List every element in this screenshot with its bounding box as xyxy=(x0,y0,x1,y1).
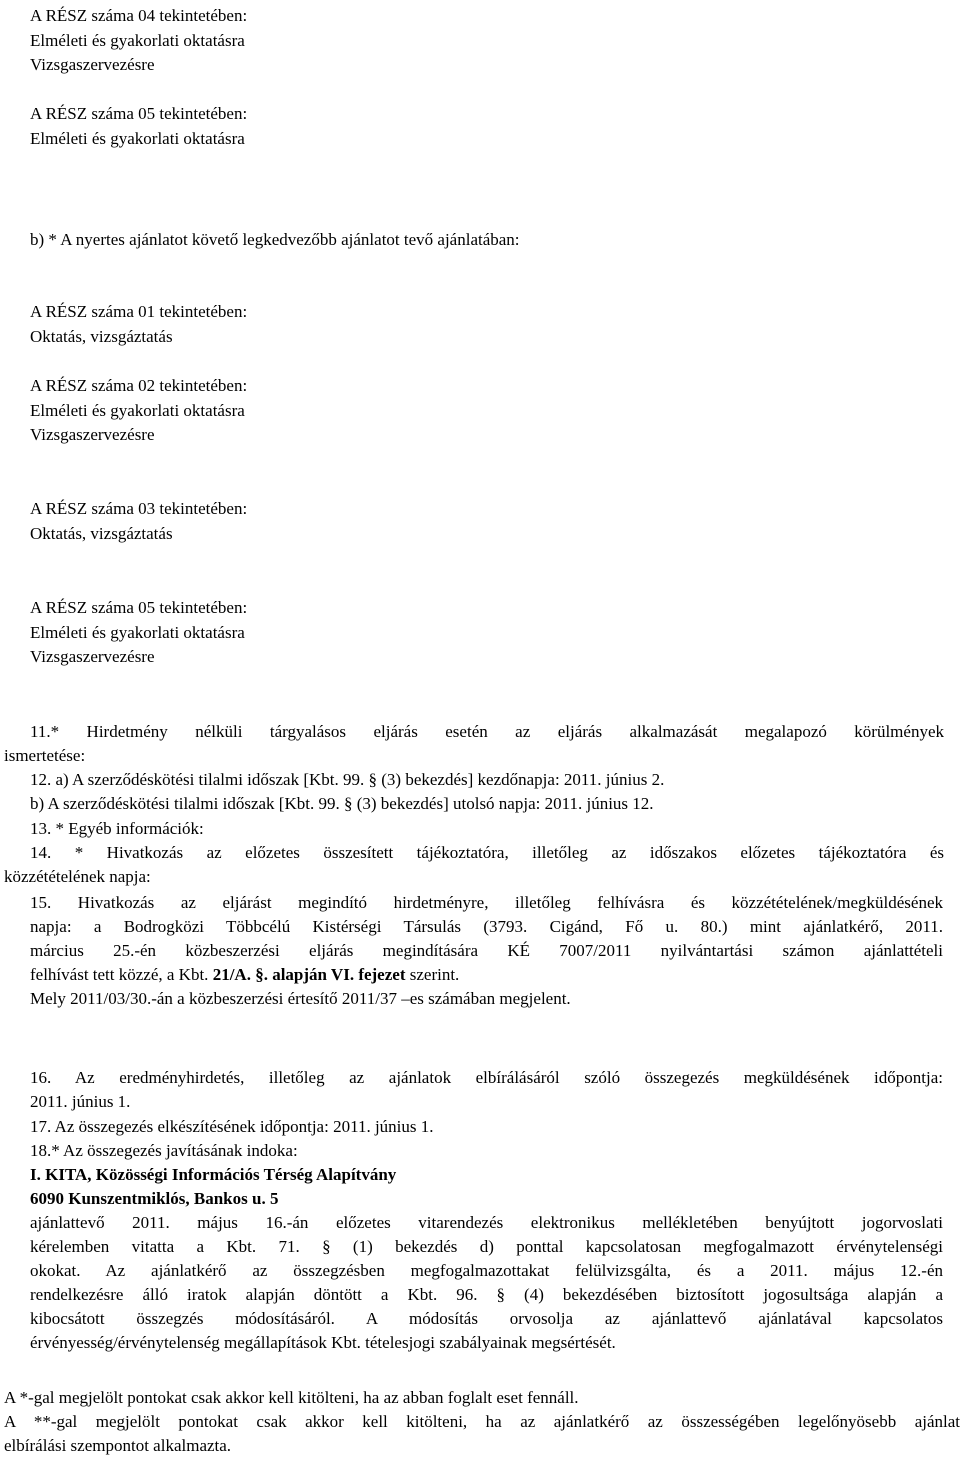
section-18-text: 18.* Az összegezés javításának indoka: xyxy=(30,1141,298,1160)
section-17-text: 17. Az összegezés elkészítésének időpontja: 2011. június 1. xyxy=(30,1117,434,1136)
reason-line-2: kérelemben vitatta a Kbt. 71. § (1) bekezdés d) ponttal kapcsolatosan megfogalmazott érvénytelenségi xyxy=(30,1237,943,1256)
reason-line-6: érvényesség/érvénytelenség megállapítások Kbt. tételesjogi szabályainak megsértését. xyxy=(30,1333,616,1352)
reason-line-1: ajánlattevő 2011. május 16.-án előzetes vitarendezés elektronikus mellékletében benyújtott jogorvoslati xyxy=(30,1213,943,1232)
group-line: Elméleti és gyakorlati oktatásra xyxy=(30,400,245,420)
section-15-line-4-pre: felhívást tett közzé, a Kbt. xyxy=(30,965,213,984)
org-name: I. KITA, Közösségi Információs Térség Alapítvány xyxy=(30,1165,397,1184)
section-13-text: 13. * Egyéb információk: xyxy=(30,819,204,838)
reason-line-5: kibocsátott összegzés módosításáról. A módosítás orvosolja az ajánlattevő ajánlatával kapcsolatos xyxy=(30,1309,943,1328)
group-heading: A RÉSZ száma 05 tekintetében: xyxy=(30,104,248,123)
footnotes xyxy=(4,1386,960,1458)
group-heading: A RÉSZ száma 02 tekintetében: xyxy=(30,376,248,395)
b-intro-text: b) * A nyertes ajánlatot követő legkedvezőbb ajánlatot tevő ajánlatában: xyxy=(30,230,520,249)
section-14-line-2: közzétételének napja: xyxy=(4,867,151,886)
section-16-line-1: 16. Az eredményhirdetés, illetőleg az ajánlatok elbírálásáról szóló összegezés megküldésének időpontja: xyxy=(30,1068,943,1087)
footnote-3: elbírálási szempontot alkalmazta. xyxy=(4,1436,232,1455)
section-18 xyxy=(30,1139,943,1355)
group-line: Elméleti és gyakorlati oktatásra xyxy=(30,30,245,50)
section-12-a: 12. a) A szerződéskötési tilalmi időszak [Kbt. 99. § (3) bekezdés] kezdőnapja: 2011. június 2. xyxy=(30,770,665,789)
section-15-line-1: 15. Hivatkozás az eljárást megindító hirdetményre, illetőleg felhívásra és közzétételének/megküldésének xyxy=(30,893,943,912)
group-heading: A RÉSZ száma 05 tekintetében: xyxy=(30,598,248,617)
group-b-05 xyxy=(30,596,943,670)
section-15-line-4 xyxy=(30,963,943,987)
section-15-line-5: Mely 2011/03/30.-án a közbeszerzési értesítő 2011/37 –es számában megjelent. xyxy=(30,989,571,1008)
section-12-b: b) A szerződéskötési tilalmi időszak [Kbt. 99. § (3) bekezdés] utolsó napja: 2011. június 12. xyxy=(30,794,654,813)
group-line: Elméleti és gyakorlati oktatásra xyxy=(30,128,245,148)
section-14 xyxy=(4,841,944,889)
group-heading: A RÉSZ száma 04 tekintetében: xyxy=(30,6,248,25)
section-11 xyxy=(4,720,944,768)
section-15-line-2: napja: a Bodrogközi Többcélú Kistérségi Társulás (3793. Cigánd, Fő u. 80.) mint ajánlatkérő, 2011. xyxy=(30,917,943,936)
reason-line-4: rendelkezésre álló iratok alapján döntött a Kbt. 96. § (4) bekezdésében biztosított jogosultsága alapján a xyxy=(30,1285,943,1304)
group-line: Vizsgaszervezésre xyxy=(30,647,155,666)
section-15-line-4-post: szerint. xyxy=(405,965,460,984)
section-15 xyxy=(30,891,943,1011)
section-14-line-1: 14. * Hivatkozás az előzetes összesített tájékoztatóra, illetőleg az időszakos előzetes tájékoztatóra és xyxy=(30,843,944,862)
group-resz-05-top xyxy=(30,102,943,151)
b-intro xyxy=(30,228,943,253)
section-12 xyxy=(30,768,943,816)
section-15-line-3: március 25.-én közbeszerzési eljárás megindítására KÉ 7007/2011 nyilvántartási számon ajánlattételi xyxy=(30,941,943,960)
section-11-line-2: ismertetése: xyxy=(4,746,86,765)
group-b-01 xyxy=(30,300,943,349)
section-16-line-2: 2011. június 1. xyxy=(30,1092,131,1111)
group-b-02 xyxy=(30,374,943,448)
group-heading: A RÉSZ száma 03 tekintetében: xyxy=(30,499,248,518)
group-line: Oktatás, vizsgáztatás xyxy=(30,326,173,346)
section-17 xyxy=(30,1115,943,1139)
group-b-03 xyxy=(30,497,943,546)
section-13 xyxy=(30,817,943,841)
group-resz-04 xyxy=(30,4,943,78)
section-15-line-4-bold: 21/A. §. alapján VI. fejezet xyxy=(212,965,406,984)
reason-line-3: okokat. Az ajánlatkérő az összegzésben megfogalmazottakat felülvizsgálta, és a 2011. május 12.-én xyxy=(30,1261,943,1280)
org-address: 6090 Kunszentmiklós, Bankos u. 5 xyxy=(30,1189,279,1208)
footnote-2: A **-gal megjelölt pontokat csak akkor kell kitölteni, ha az ajánlatkérő az összességében legelőnyösebb ajánlat xyxy=(4,1412,960,1431)
group-line: Vizsgaszervezésre xyxy=(30,425,155,444)
footnote-1: A *-gal megjelölt pontokat csak akkor kell kitölteni, ha az abban foglalt eset fennáll. xyxy=(4,1388,579,1407)
section-11-line-1: 11.* Hirdetmény nélküli tárgyalásos eljárás esetén az eljárás alkalmazását megalapozó körülmények xyxy=(30,722,944,741)
group-line: Oktatás, vizsgáztatás xyxy=(30,523,173,543)
group-line: Elméleti és gyakorlati oktatásra xyxy=(30,622,245,642)
group-heading: A RÉSZ száma 01 tekintetében: xyxy=(30,302,248,321)
group-line: Vizsgaszervezésre xyxy=(30,55,155,74)
section-16 xyxy=(30,1066,943,1114)
